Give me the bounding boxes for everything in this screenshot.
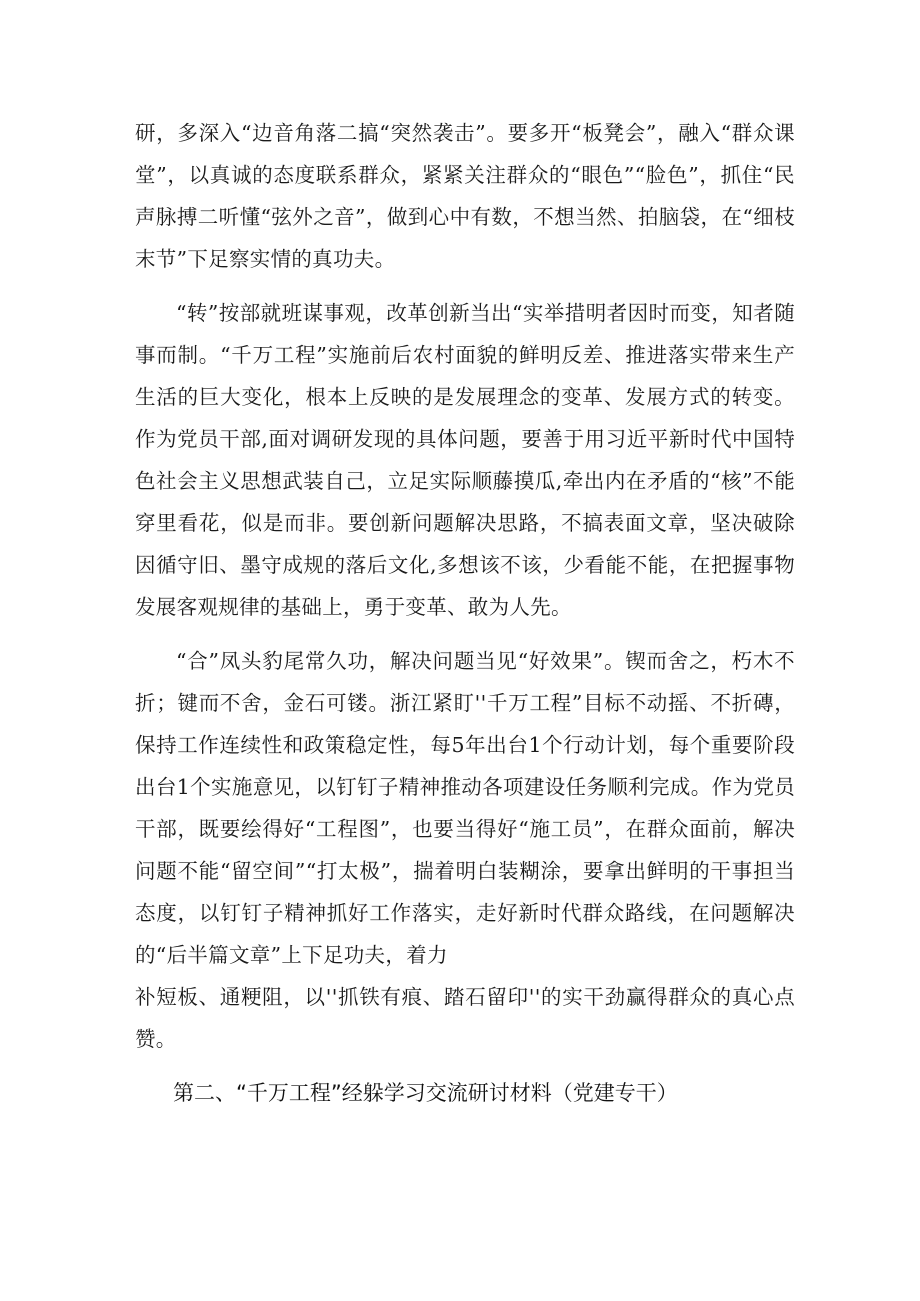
paragraph-1: 研，多深入“边音角落二搞“突然袭击”。要多开“板凳会”，融入“群众课堂”，以真诚的态度联系群众，紧紧关注群众的“眼色”“脸色”，抓住“民声脉搏二听懂“弦外之音”，做到心中有数，不想当然、拍脑袋，在“细枝末节”下足察实情的真功夫。 [135,121,795,271]
paragraph-2: “转”按部就班谋事观，改革创新当出“实举措明者因时而变，知者随事而制。“千万工程”实施前后农村面貌的鲜明反差、推进落实带来生产生活的巨大变化，根本上反映的是发展理念的变革、发展方式的转变。作为党员干部,面对调研发现的具体问题，要善于用习近平新时代中国特色社会主义思想武装自己，立足实际顺藤摸瓜,牵出内在矛盾的“核”不能穿里看花，似是而非。要创新问题解决思路，不搞表面文章，坚决破除因循守旧、墨守成规的落后文化,多想该不该，少看能不能，在把握事物发展客观规律的基础上，勇于变革、敢为人先。 [135,301,795,619]
section-heading: 第二、“千万工程”经躲学习交流研讨材料（党建专干） [173,1081,678,1105]
paragraph-4: 补短板、通粳阻，以''抓铁有痕、踏石留印''的实干劲赢得群众的真心点赞。 [135,985,795,1051]
paragraph-3: “合”凤头豹尾常久功，解决问题当见“好效果”。锲而舍之，朽木不折；键而不舍，金石可镂。浙江紧盯''千万工程”目标不动摇、不折磚，保持工作连续性和政策稳定性，每5年出台1个行动计划，每个重要阶段出台1个实施意见，以钉钉子精神推动各项建设任务顺利完成。作为党员干部，既要绘得好“工程图”，也要当得好“施工员”，在群众面前，解决问题不能“留空间”“打太极”，揣着明白装糊涂，要拿出鲜明的干事担当态度，以钉钉子精神抓好工作落实，走好新时代群众路线，在问题解决的“后半篇文章”上下足功夫，着力 [135,649,795,967]
document-body [135,112,795,1072]
